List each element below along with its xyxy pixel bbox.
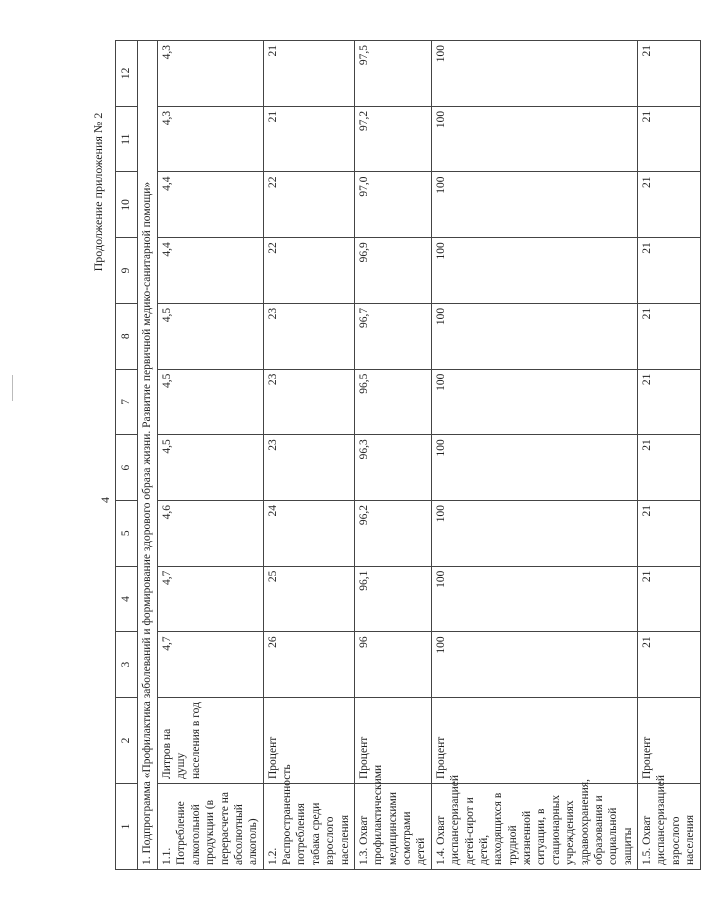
value-cell: 21 xyxy=(638,106,701,172)
table-row xyxy=(354,41,431,870)
value-cell: 97,2 xyxy=(354,106,431,172)
indicator-unit: Процент xyxy=(431,698,637,784)
value-cell: 21 xyxy=(638,632,701,698)
value-cell: 23 xyxy=(263,369,354,435)
value-cell: 96,7 xyxy=(354,303,431,369)
column-header: 1 xyxy=(116,784,138,870)
indicator-name: 1.5. Охват диспансеризацией взрослого населения xyxy=(638,784,701,870)
value-cell: 96,2 xyxy=(354,500,431,566)
column-header: 3 xyxy=(116,632,138,698)
value-cell: 100 xyxy=(431,172,637,238)
value-cell: 97,5 xyxy=(354,41,431,107)
column-header: 2 xyxy=(116,698,138,784)
value-cell: 22 xyxy=(263,238,354,304)
table-row xyxy=(431,41,637,870)
value-cell: 97,0 xyxy=(354,172,431,238)
header-row xyxy=(116,41,138,870)
value-cell: 96,1 xyxy=(354,566,431,632)
page-number: 4 xyxy=(98,497,112,503)
value-cell: 96 xyxy=(354,632,431,698)
scan-mark xyxy=(12,375,13,401)
indicator-table-wrapper xyxy=(115,40,697,870)
value-cell: 4,5 xyxy=(158,303,264,369)
value-cell: 21 xyxy=(638,41,701,107)
column-header: 4 xyxy=(116,566,138,632)
value-cell: 100 xyxy=(431,106,637,172)
value-cell: 23 xyxy=(263,435,354,501)
value-cell: 21 xyxy=(638,369,701,435)
value-cell: 100 xyxy=(431,435,637,501)
table-row xyxy=(263,41,354,870)
indicator-unit: Процент xyxy=(354,698,431,784)
column-header: 12 xyxy=(116,41,138,107)
column-header: 6 xyxy=(116,435,138,501)
value-cell: 4,3 xyxy=(158,106,264,172)
value-cell: 21 xyxy=(638,500,701,566)
indicator-unit: Литров на душу населения в год xyxy=(158,698,264,784)
column-header: 7 xyxy=(116,369,138,435)
indicator-name: 1.3. Охват профилактическими медицинскими осмотрами детей xyxy=(354,784,431,870)
value-cell: 21 xyxy=(638,303,701,369)
value-cell: 21 xyxy=(638,435,701,501)
value-cell: 100 xyxy=(431,500,637,566)
subprogram-title: 1. Подпрограмма «Профилактика заболеваний и формирование здорового образа жизни. Развитие первичной медико-санитарной помощи» xyxy=(138,41,158,870)
indicator-name: 1.4. Охват диспансеризацией детей-сирот и детей, находящихся в трудной жизненной ситуации, в стационарных учреждениях здравоохранения, образования и социальной защиты xyxy=(431,784,637,870)
value-cell: 21 xyxy=(638,238,701,304)
table-row xyxy=(158,41,264,870)
value-cell: 21 xyxy=(638,172,701,238)
value-cell: 4,7 xyxy=(158,632,264,698)
value-cell: 21 xyxy=(638,566,701,632)
column-header: 11 xyxy=(116,106,138,172)
value-cell: 4,4 xyxy=(158,172,264,238)
value-cell: 96,5 xyxy=(354,369,431,435)
value-cell: 25 xyxy=(263,566,354,632)
subprogram-row xyxy=(138,41,158,870)
column-header: 5 xyxy=(116,500,138,566)
value-cell: 100 xyxy=(431,632,637,698)
indicator-name: 1.2. Распространенность потребления табака среди взрослого населения xyxy=(263,784,354,870)
indicator-unit: Процент xyxy=(263,698,354,784)
value-cell: 100 xyxy=(431,238,637,304)
indicator-name: 1.1. Потребление алкогольной продукции (в перерасчете на абсолютный алкоголь) xyxy=(158,784,264,870)
indicator-unit: Процент xyxy=(638,698,701,784)
value-cell: 96,9 xyxy=(354,238,431,304)
value-cell: 4,5 xyxy=(158,435,264,501)
value-cell: 4,6 xyxy=(158,500,264,566)
value-cell: 23 xyxy=(263,303,354,369)
table-row xyxy=(638,41,701,870)
column-header: 9 xyxy=(116,238,138,304)
value-cell: 100 xyxy=(431,566,637,632)
annex-label: Продолжение приложения № 2 xyxy=(91,112,105,272)
value-cell: 4,7 xyxy=(158,566,264,632)
indicator-table xyxy=(115,40,701,870)
value-cell: 22 xyxy=(263,172,354,238)
value-cell: 4,5 xyxy=(158,369,264,435)
value-cell: 96,3 xyxy=(354,435,431,501)
value-cell: 100 xyxy=(431,369,637,435)
value-cell: 21 xyxy=(263,41,354,107)
value-cell: 100 xyxy=(431,41,637,107)
value-cell: 21 xyxy=(263,106,354,172)
column-header: 10 xyxy=(116,172,138,238)
value-cell: 4,3 xyxy=(158,41,264,107)
column-header: 8 xyxy=(116,303,138,369)
value-cell: 26 xyxy=(263,632,354,698)
value-cell: 4,4 xyxy=(158,238,264,304)
value-cell: 24 xyxy=(263,500,354,566)
value-cell: 100 xyxy=(431,303,637,369)
